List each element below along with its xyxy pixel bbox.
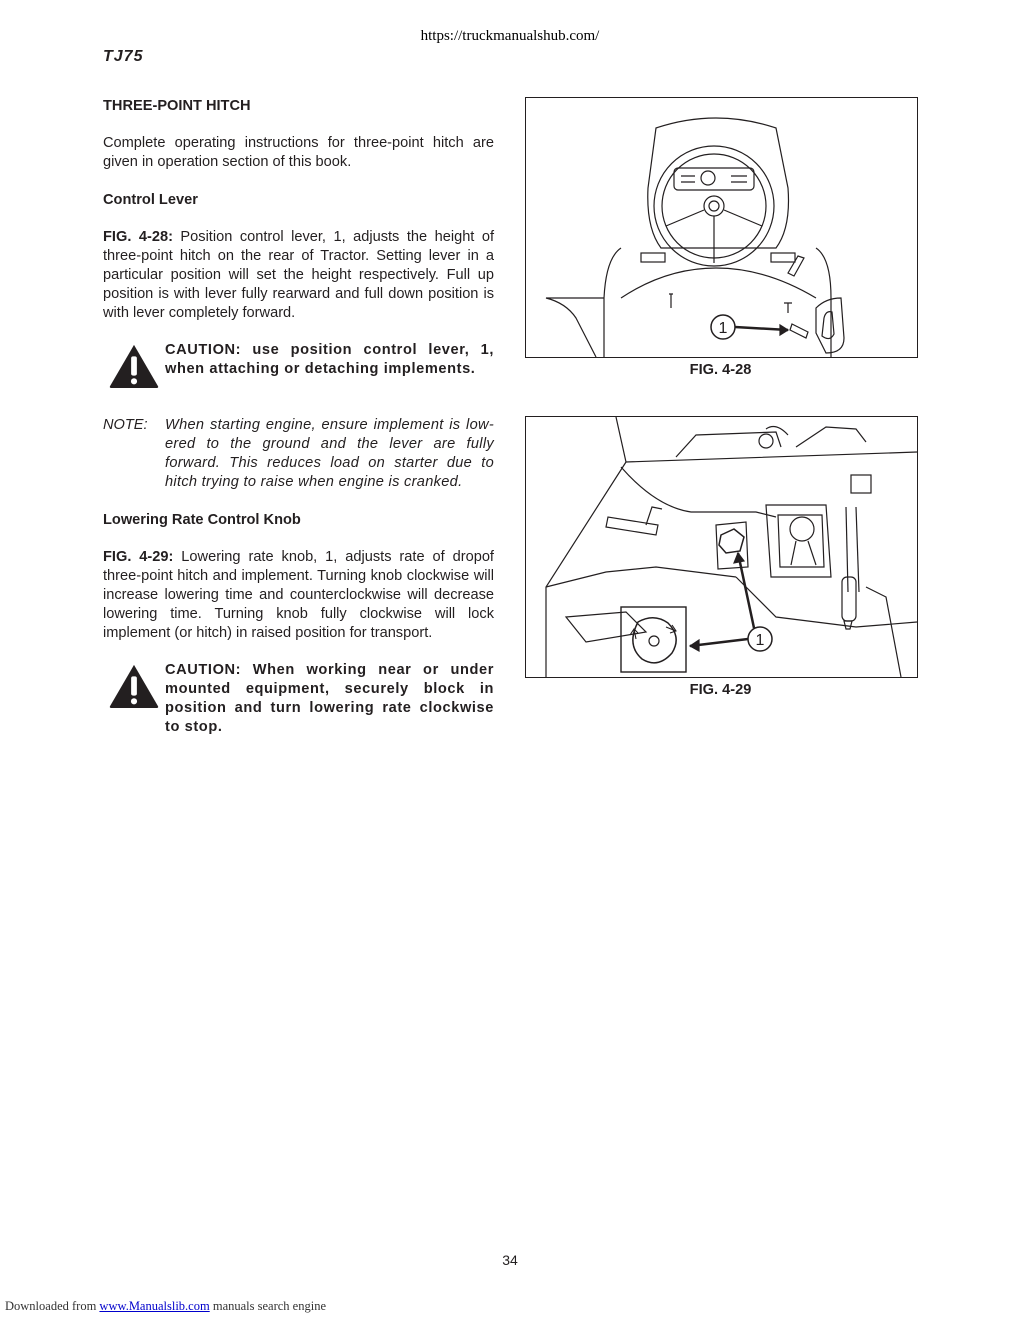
warning-exclamation-icon bbox=[107, 343, 161, 389]
section-intro: Complete operating instructions for three-point hitch are given in operation section of this book. bbox=[103, 135, 494, 170]
caution-block-2 bbox=[103, 661, 494, 741]
note-label: NOTE: bbox=[103, 417, 148, 433]
paragraph-body: Lowering rate knob, 1, adjusts rate of dropof three-point hitch and implement. Turning knob clockwise will increase lowering time and counterclockwise will decrease lowering time. Turning knob fully clockwise will lock implement (or hitch) in raised position for transport. bbox=[103, 549, 494, 641]
paragraph-body: Position control lever, 1, adjusts the height of three-point hitch on the rear of Tractor. Setting lever in a particular position will set the height respectively. Full up position is with lever fully rearward and full down position is with lever completely forward. bbox=[103, 229, 495, 321]
callout-1: 1 bbox=[755, 632, 765, 649]
figure-caption-4-29: FIG. 4-29 bbox=[689, 682, 752, 698]
footer-prefix: Downloaded from bbox=[5, 1299, 100, 1313]
tractor-steering-illustration bbox=[526, 98, 917, 357]
caution-text: CAUTION: use position control lever, 1, when attaching or detaching implements. bbox=[165, 342, 494, 377]
control-lever-paragraph bbox=[103, 228, 494, 323]
control-lever-heading: Control Lever bbox=[103, 192, 198, 208]
callout-1: 1 bbox=[718, 320, 728, 337]
fig-ref: FIG. 4-29: bbox=[103, 549, 174, 565]
caution-text: CAUTION: When working near or under mounted equipment, securely block in position and turn lowering rate clockwise to stop. bbox=[165, 662, 494, 735]
download-footer bbox=[5, 1299, 326, 1314]
lowering-knob-heading: Lowering Rate Control Knob bbox=[103, 512, 301, 528]
caution-block-1 bbox=[103, 341, 494, 391]
lowering-knob-illustration bbox=[526, 417, 917, 677]
model-label: TJ75 bbox=[103, 48, 144, 65]
lowering-knob-paragraph bbox=[103, 548, 494, 643]
footer-suffix: manuals search engine bbox=[209, 1299, 326, 1313]
warning-exclamation-icon bbox=[107, 663, 161, 709]
figure-4-28 bbox=[525, 97, 918, 358]
fig-ref: FIG. 4-28: bbox=[103, 229, 173, 245]
note-text: When starting engine, ensure implement is low- ered to the ground and the lever are fully forward. This reduces load on starter due to hitch trying to raise when engine is cranked. bbox=[165, 417, 494, 490]
figure-caption-4-28: FIG. 4-28 bbox=[689, 362, 752, 378]
section-title: THREE-POINT HITCH bbox=[103, 98, 251, 114]
figure-4-29 bbox=[525, 416, 918, 678]
manualslib-link[interactable]: www.Manualslib.com bbox=[99, 1299, 210, 1313]
source-url: https://truckmanualshub.com/ bbox=[420, 28, 600, 44]
page-number: 34 bbox=[502, 1252, 518, 1268]
